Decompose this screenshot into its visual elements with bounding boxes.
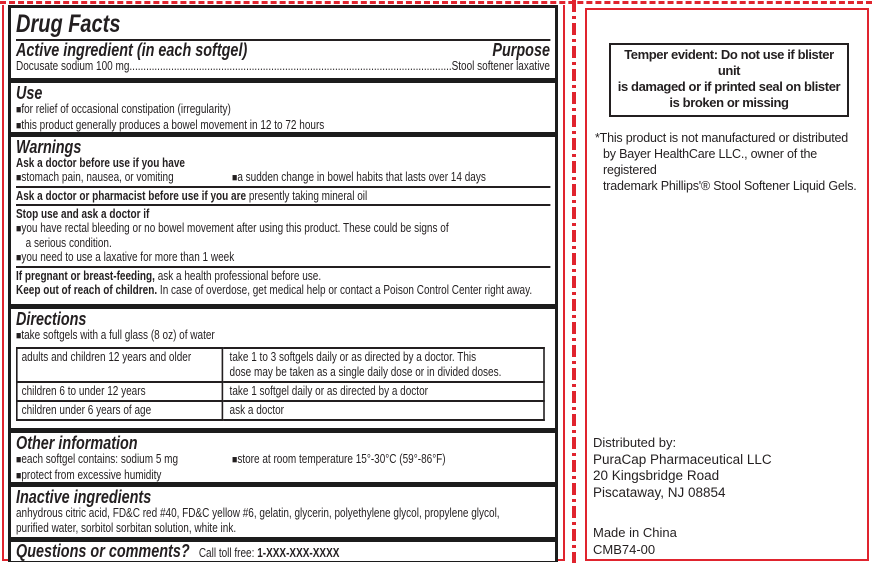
purpose: Stool softener laxative xyxy=(451,59,550,73)
inactive-heading: Inactive ingredients xyxy=(16,487,152,507)
use-heading: Use xyxy=(16,83,43,103)
keep-out-heading: Keep out of reach of children. xyxy=(16,283,158,297)
directions-section xyxy=(11,309,555,428)
distributed-by-label: Distributed by: xyxy=(593,435,677,450)
origin-info xyxy=(593,525,677,558)
drug-facts-panel xyxy=(8,5,558,562)
directions-item: ■ take softgels with a full glass (8 oz) of water xyxy=(16,328,550,344)
divider xyxy=(16,266,550,268)
other-item: ■ protect from excessive humidity xyxy=(16,468,550,482)
purpose-heading: Purpose xyxy=(492,40,550,60)
made-in-label: Made in China xyxy=(593,525,677,540)
product-code: CMB74-00 xyxy=(593,541,656,557)
red-perforation-line xyxy=(572,0,576,563)
toll-free-label: Call toll free: xyxy=(198,546,258,560)
dose-cell xyxy=(222,348,544,382)
distributor-info xyxy=(593,435,772,501)
trademark-note xyxy=(595,130,867,194)
use-item: ■ this product generally produces a bowel movement in 12 to 72 hours xyxy=(16,118,550,132)
ask-pharmacist-heading: Ask a doctor or pharmacist before use if you are xyxy=(16,189,247,203)
note-line: *This product is not manufactured or distributed xyxy=(595,131,849,145)
ask-pharmacist-text: presently taking mineral oil xyxy=(246,189,368,203)
tamper-line: Temper evident: Do not use if blister unit xyxy=(624,47,834,78)
pregnant-text: ask a health professional before use. xyxy=(154,269,322,283)
dosage-table xyxy=(16,347,545,421)
red-dashed-top-border xyxy=(0,1,872,4)
address-line: 20 Kingsbridge Road xyxy=(593,468,720,483)
age-cell: children under 6 years of age xyxy=(17,401,223,420)
directions-heading: Directions xyxy=(16,309,87,329)
age-cell: adults and children 12 years and older xyxy=(17,348,223,382)
table-row xyxy=(17,382,544,401)
inactive-ingredients-section xyxy=(11,487,555,537)
stop-use-item: ■ you have rectal bleeding or no bowel movement after using this product. These could be signs of xyxy=(16,221,550,236)
table-row xyxy=(17,348,544,382)
leader-dots xyxy=(129,59,451,74)
warning-item: ■ a sudden change in bowel habits that lasts over 14 days xyxy=(232,170,486,184)
use-item: ■ for relief of occasional constipation (irregularity) xyxy=(16,102,550,118)
other-heading: Other information xyxy=(16,433,138,453)
pregnant-heading: If pregnant or breast-feeding, xyxy=(16,269,155,283)
table-row xyxy=(17,401,544,420)
age-cell: children 6 to under 12 years xyxy=(17,382,223,401)
ask-doctor-heading: Ask a doctor before use if you have xyxy=(16,156,185,170)
note-line: by Bayer HealthCare LLC., owner of the registered xyxy=(603,147,818,177)
tamper-line: is broken or missing xyxy=(669,95,789,110)
tamper-line: is damaged or if printed seal on blister xyxy=(617,79,841,94)
dose-line: take 1 to 3 softgels daily or as directed by a doctor. This xyxy=(229,350,477,364)
tamper-evident-notice xyxy=(609,43,849,117)
dose-cell: ask a doctor xyxy=(222,401,544,420)
divider xyxy=(16,186,550,188)
other-information-section xyxy=(11,433,555,482)
company-name: PuraCap Pharmaceutical LLC xyxy=(593,451,772,467)
warnings-heading: Warnings xyxy=(16,137,82,157)
dose-cell: take 1 softgel daily or as directed by a doctor xyxy=(222,382,544,401)
stop-use-heading: Stop use and ask a doctor if xyxy=(16,207,150,221)
use-section xyxy=(11,83,555,132)
dose-line: dose may be taken as a single daily dose or in divided doses. xyxy=(229,365,502,379)
keep-out-text: In case of overdose, get medical help or contact a Poison Control Center right away. xyxy=(157,283,533,297)
address-line: Piscataway, NJ 08854 xyxy=(593,484,726,500)
side-panel xyxy=(585,8,869,561)
inactive-list: anhydrous citric acid, FD&C red #40, FD&C yellow #6, gelatin, glycerin, polyethylene glycol, propylene glycol, xyxy=(16,506,500,520)
note-line: trademark Phillips'® Stool Softener Liquid Gels. xyxy=(603,179,857,193)
active-heading: Active ingredient (in each softgel) xyxy=(16,40,248,60)
stop-use-item-continued: a serious condition. xyxy=(25,236,112,250)
phone-number: 1-XXX-XXX-XXXX xyxy=(257,546,340,560)
divider xyxy=(16,204,550,206)
inactive-list: purified water, sorbitol sorbitan solution, white ink. xyxy=(16,521,237,535)
drug-facts-title: Drug Facts xyxy=(16,9,550,41)
active-ingredient-section xyxy=(11,8,555,78)
other-item: ■ store at room temperature 15°-30°C (59°-86°F) xyxy=(232,452,446,466)
warnings-section xyxy=(11,137,555,304)
questions-heading: Questions or comments? xyxy=(16,542,190,561)
warning-item: ■ stomach pain, nausea, or vomiting xyxy=(16,170,232,185)
questions-section xyxy=(11,542,555,561)
stop-use-item: ■ you need to use a laxative for more than 1 week xyxy=(16,250,550,265)
active-ingredient: Docusate sodium 100 mg xyxy=(16,59,130,73)
other-item: ■ each softgel contains: sodium 5 mg xyxy=(16,452,232,468)
